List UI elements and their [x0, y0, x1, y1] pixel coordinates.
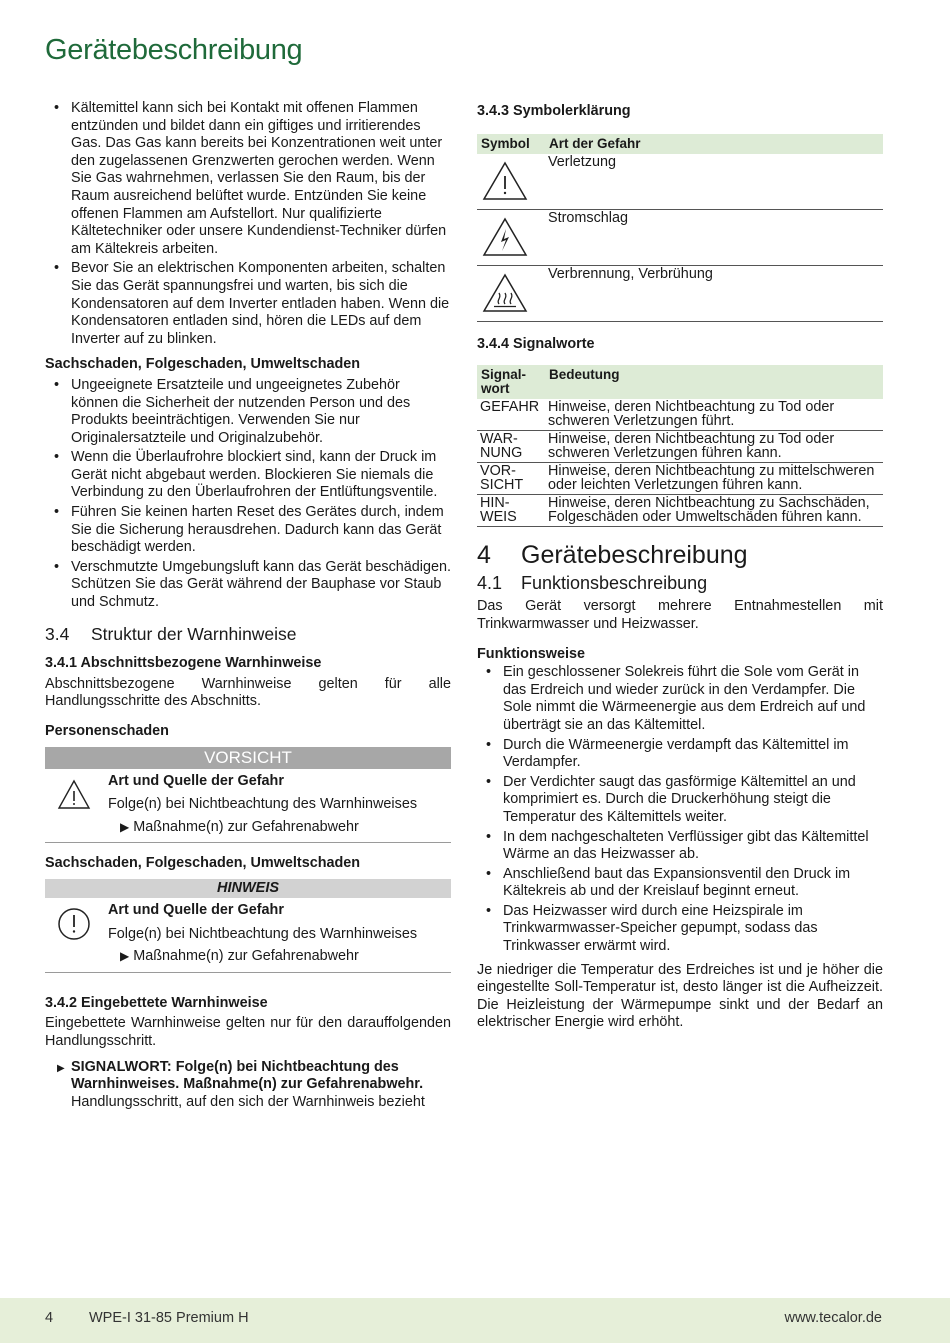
list-item: • In dem nachgeschalteten Verflüssiger gibt das Kältemittel Wärme an das Heizwasser ab.	[477, 829, 883, 864]
function-bullet-list	[477, 664, 883, 956]
list-item: • Führen Sie keinen harten Reset des Gerätes durch, indem Sie die Sicherung herausdrehen. Dadurch kann das Gerät beschädigt werden.	[45, 504, 451, 557]
embedded-warning-example	[45, 1059, 451, 1112]
chapter-number: 4	[477, 541, 491, 570]
embedded-warning-text: Handlungsschritt, auf den sich der Warnhinweis bezieht	[71, 1093, 425, 1110]
table-row	[477, 265, 883, 321]
section-number: 3.4	[45, 623, 70, 644]
signal-word: VOR- SICHT	[477, 463, 545, 495]
column-header: Bedeutung	[545, 365, 883, 399]
hazard-type: Verbrennung, Verbrühung	[545, 265, 883, 321]
hot-surface-icon	[480, 271, 530, 315]
list-item: • Der Verdichter saugt das gasförmige Kältemittel an und komprimiert es. Durch die Druckerhöhung steigt die Temperatur des Kältemittels weiter.	[477, 774, 883, 827]
table-header-row	[477, 365, 883, 399]
list-item: • Anschließend baut das Expansionsventil den Druck im Kältekreis ab und der Kreislauf beginnt erneut.	[477, 866, 883, 901]
hazard-title: Art und Quelle der Gefahr	[108, 772, 284, 789]
list-item: • Bevor Sie an elektrischen Komponenten arbeiten, schalten Sie das Gerät spannungsfrei und warten, bis sich die Kondensatoren auf dem Inverter entladen haben. Wenn die Kondensatoren entladen sind, hören die LEDs auf dem Inverter auf zu blinken.	[45, 260, 451, 348]
signal-meaning: Hinweise, deren Nichtbeachtung zu Tod oder schweren Verletzungen führt.	[545, 399, 883, 431]
section-heading-3-4-2: 3.4.2 Eingebettete Warnhinweise	[45, 994, 268, 1011]
page-number: 4	[45, 1310, 54, 1326]
electric-shock-icon	[480, 215, 530, 259]
table-row	[477, 463, 883, 495]
property-damage-heading-2: Sachschaden, Folgeschaden, Umweltschaden	[45, 855, 361, 872]
section-heading-3-4-3: 3.4.3 Symbolerklärung	[477, 103, 631, 119]
warning-triangle-icon	[56, 777, 92, 813]
section-heading-3-4-4: 3.4.4 Signalworte	[477, 335, 595, 352]
right-column	[477, 100, 883, 1032]
chapter-heading-4	[477, 541, 883, 570]
personal-injury-heading: Personenschaden	[45, 723, 169, 739]
signal-meaning: Hinweise, deren Nichtbeachtung zu Tod oder schweren Verletzungen führen kann.	[545, 431, 883, 463]
function-heading: Funktionsweise	[477, 645, 585, 662]
section-text: Eingebettete Warnhinweise gelten nur für den darauffolgenden Handlungsschritt.	[45, 1015, 451, 1049]
caution-notice	[45, 747, 451, 844]
notice-bar: HINWEIS	[45, 879, 451, 898]
symbol-table	[477, 134, 883, 322]
exclamation-circle-icon	[56, 906, 92, 942]
hazard-action: Maßnahme(n) zur Gefahrenabwehr	[133, 948, 359, 965]
list-item: • Ungeeignete Ersatzteile und ungeeignetes Zubehör können die Sicherheit der nutzenden Person und des Produkts beeinträchtigen. Verwenden Sie nur Originalersatzteile und Originalzubehör.	[45, 377, 451, 447]
table-row	[477, 495, 883, 527]
hazard-consequence: Folge(n) bei Nichtbeachtung des Warnhinweises	[108, 925, 418, 942]
list-item: • Ein geschlossener Solekreis führt die Sole vom Gerät in das Erdreich und wieder zurück in den Verdampfer. Die Sole nimmt die Wärmeenergie aus dem Erdreich auf und überträgt sie an das Kältemittel.	[477, 664, 883, 734]
arrow-right-icon: ▶	[57, 1062, 65, 1074]
hazard-action: Maßnahme(n) zur Gefahrenabwehr	[133, 818, 359, 835]
table-header-row	[477, 134, 883, 154]
intro-text: Das Gerät versorgt mehrere Entnahmestellen mit Trinkwarmwasser und Heizwasser.	[477, 598, 883, 632]
property-bullet-list	[45, 377, 451, 612]
table-row	[477, 154, 883, 210]
list-item: • Durch die Wärmeenergie verdampft das Kältemittel im Verdampfer.	[477, 737, 883, 772]
safety-bullet-list	[45, 100, 451, 348]
caution-bar: VORSICHT	[45, 747, 451, 769]
section-number: 4.1	[477, 572, 503, 593]
property-damage-heading: Sachschaden, Folgeschaden, Umweltschaden	[45, 356, 361, 373]
notice-block	[45, 879, 451, 973]
table-row	[477, 399, 883, 431]
website-link[interactable]: www.tecalor.de	[784, 1310, 882, 1326]
left-column	[45, 100, 451, 1111]
hazard-type: Stromschlag	[545, 209, 883, 265]
signal-meaning: Hinweise, deren Nichtbeachtung zu mittelschweren oder leichten Verletzungen führen kann.	[545, 463, 883, 495]
list-item: • Wenn die Überlaufrohre blockiert sind, kann der Druck im Gerät nicht abgebaut werden. Blockieren Sie niemals die Verbindung zu den Überlaufrohren der Entlüftungsventile.	[45, 449, 451, 502]
outro-text: Je niedriger die Temperatur des Erdreiches ist und je höher die eingestellte Soll-Temperatur ist, desto länger ist die Aufheizzeit. Die Heizleistung der Wärmepumpe sinkt und der Bedarf an elektrischer Energie wird erhöht.	[477, 961, 883, 1031]
chapter-title: Gerätebeschreibung	[521, 541, 748, 570]
arrow-right-icon: ▶	[120, 819, 130, 834]
arrow-right-icon: ▶	[120, 949, 130, 964]
signal-word: WAR- NUNG	[477, 431, 545, 463]
signal-word: HIN- WEIS	[477, 495, 545, 527]
list-item: • Verschmutzte Umgebungsluft kann das Gerät beschädigen. Schützen Sie das Gerät während der Bauphase vor Staub und Schmutz.	[45, 559, 451, 612]
hazard-type: Verletzung	[545, 154, 883, 210]
table-row	[477, 431, 883, 463]
page-footer	[0, 1298, 950, 1343]
section-heading-3-4	[45, 623, 451, 644]
section-heading-3-4-1: 3.4.1 Abschnittsbezogene Warnhinweise	[45, 655, 322, 672]
embedded-warning-bold: SIGNALWORT: Folge(n) bei Nichtbeachtung des Warnhinweises. Maßnahme(n) zur Gefahrenabwehr.	[71, 1058, 424, 1093]
column-header: Symbol	[477, 134, 545, 154]
column-header: Art der Gefahr	[545, 134, 883, 154]
section-title: Funktionsbeschreibung	[521, 572, 708, 593]
table-row	[477, 209, 883, 265]
section-text: Abschnittsbezogene Warnhinweise gelten für alle Handlungsschritte des Abschnitts.	[45, 675, 451, 710]
list-item: • Das Heizwasser wird durch eine Heizspirale im Trinkwarmwasser-Speicher gepumpt, sodass das Trinkwasser erwärmt wird.	[477, 903, 883, 956]
section-heading-4-1	[477, 572, 883, 593]
section-title: Struktur der Warnhinweise	[91, 623, 297, 644]
hazard-consequence: Folge(n) bei Nichtbeachtung des Warnhinweises	[108, 796, 418, 813]
column-header: Signal- wort	[477, 365, 545, 399]
signal-word-table	[477, 365, 883, 527]
page-title: Gerätebeschreibung	[45, 34, 303, 66]
hazard-title: Art und Quelle der Gefahr	[108, 901, 284, 918]
list-item: • Kältemittel kann sich bei Kontakt mit offenen Flammen entzünden und bildet dann ein giftiges und irritierendes Gas. Das Gas kann bereits bei Konzentrationen weit unter den zugelassenen Grenzwerten gerochen werden. Wenn Sie Gas wahrnehmen, verlassen Sie den Raum, bis der Raum ausreichend belüftet wurde. Entzünden Sie keine offenen Flammen am Aufstellort. Nur qualifizierte Kältetechniker oder unsere Kundendienst-Techniker dürfen am Kältekreis arbeiten.	[45, 100, 451, 258]
warning-triangle-icon	[480, 159, 530, 203]
document-title: WPE-I 31-85 Premium H	[89, 1310, 249, 1326]
signal-meaning: Hinweise, deren Nichtbeachtung zu Sachschäden, Folgeschäden oder Umweltschäden führen kann.	[545, 495, 883, 527]
signal-word: GEFAHR	[477, 399, 545, 431]
